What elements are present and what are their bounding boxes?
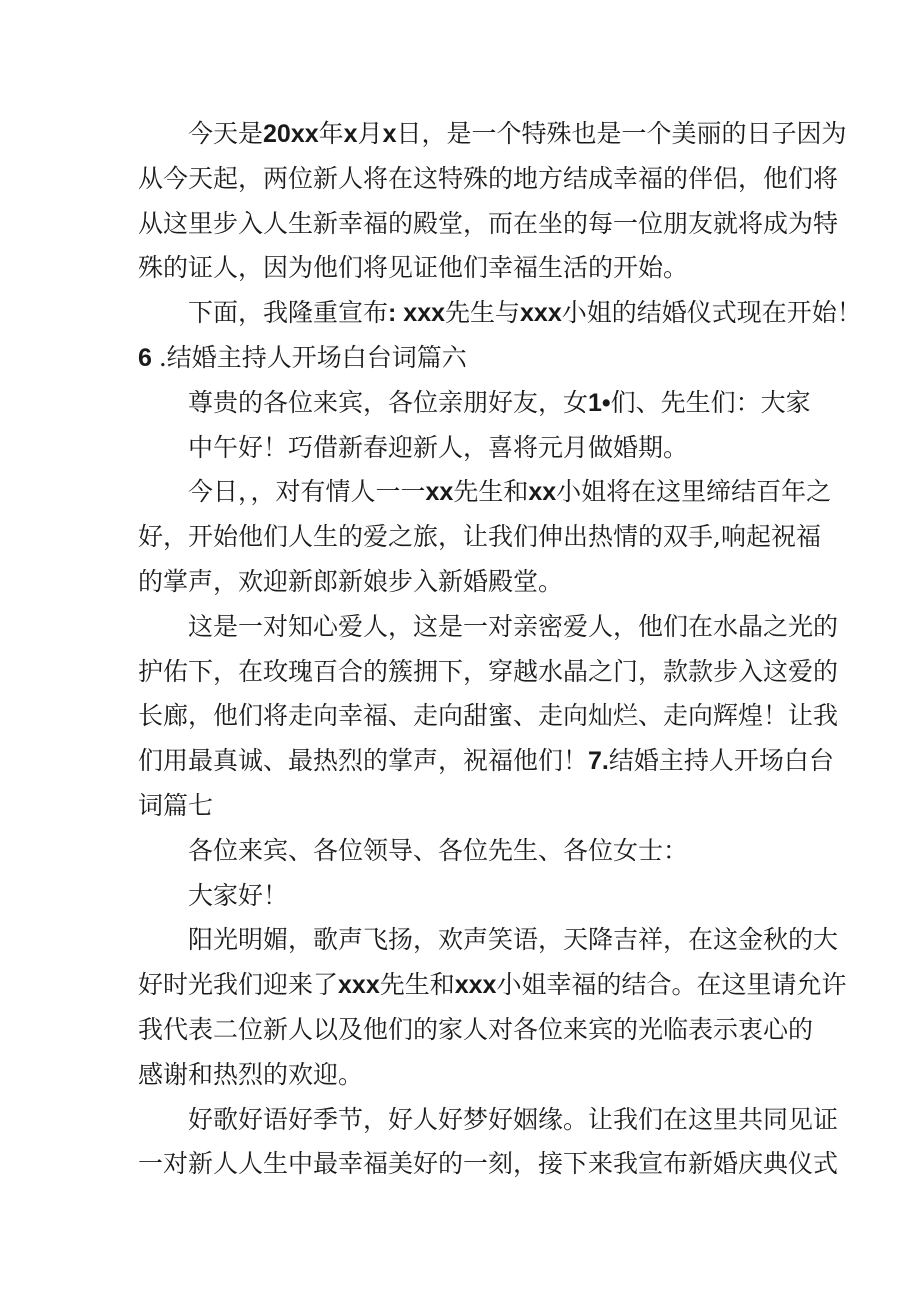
text-line xyxy=(138,560,788,605)
text-segment: 先生和 xyxy=(379,970,455,1000)
text-segment: 中午好！巧借新春迎新人，喜将元月做婚期。 xyxy=(188,432,689,462)
text-segment: 小姐幸福的结合。在这里请允许 xyxy=(496,970,847,1000)
text-segment: 阳光明媚，歌声飞扬，欢声笑语，天降吉祥，在这金秋的大 xyxy=(188,925,839,955)
text-segment: 殊的证人，因为他们将见证他们幸福生活的开始。 xyxy=(138,253,689,283)
text-line xyxy=(138,470,832,515)
text-segment: 词篇七 xyxy=(138,790,214,820)
text-segment: 年 xyxy=(318,119,344,148)
text-segment: 小姐的结婚仪式现在开始！ xyxy=(561,298,862,328)
text-segment: 各位来宾、各位领导、各位先生、各位女士： xyxy=(188,835,689,865)
text-line xyxy=(138,739,834,784)
text-line xyxy=(138,963,847,1008)
text-line xyxy=(138,605,839,650)
text-line xyxy=(138,874,788,919)
text-segment: x xyxy=(382,120,397,148)
text-segment: 好歌好语好季节，好人好梦好姻缘。让我们在这里共同见证 xyxy=(188,1104,839,1134)
text-segment: 今日，，对有情人一一 xyxy=(188,477,426,507)
text-segment: 下面，我隆重宣布 xyxy=(188,298,389,328)
text-segment: 7. xyxy=(588,747,609,776)
text-line xyxy=(138,1053,788,1098)
text-segment: : xxx xyxy=(388,299,445,328)
text-line xyxy=(138,650,839,695)
text-segment: 长廊，他们将走向幸福、走向甜蜜、走向灿烂、走向辉煌！让我 xyxy=(138,701,839,731)
text-line xyxy=(138,112,847,157)
text-segment: 好时光我们迎来了 xyxy=(138,970,339,1000)
text-segment: 的掌声，欢迎新郎新娘步入新婚殿堂。 xyxy=(138,566,564,596)
text-segment: 先生和 xyxy=(453,477,529,507)
text-segment: 今天是 xyxy=(188,119,264,148)
text-line xyxy=(138,694,839,739)
text-line xyxy=(138,515,821,560)
text-line xyxy=(138,336,788,381)
text-segment: 20xx xyxy=(263,120,319,148)
text-line xyxy=(138,829,788,874)
text-line xyxy=(138,157,839,202)
text-segment: 大家好！ xyxy=(188,880,289,910)
text-segment: xx xyxy=(528,478,557,507)
text-line xyxy=(138,1142,839,1187)
text-segment: 从这里步入人生新幸福的殿堂，而在坐的每一位朋友就将成为特 xyxy=(138,208,839,238)
text-segment: 护佑下，在玫瑰百合的簇拥下，穿越水晶之门，款款步入这爱的 xyxy=(138,656,839,686)
text-segment: 好，开始他们人生的爱之旅，让我们伸出热情的双手,响起祝福 xyxy=(138,522,821,552)
text-segment: 从今天起，两位新人将在这特殊的地方结成幸福的伴侣，他们将 xyxy=(138,163,839,193)
document-body xyxy=(138,112,862,1187)
text-line xyxy=(138,381,811,426)
text-segment: 们、先生们：大家 xyxy=(610,387,811,417)
text-line xyxy=(138,202,839,247)
text-segment: 月 xyxy=(357,119,383,148)
text-segment: 们用最真诚、最热烈的掌声，祝福他们！ xyxy=(138,746,589,776)
text-segment: 小姐将在这里缔结百年之 xyxy=(556,477,832,507)
text-segment: 这是一对知心爱人，这是一对亲密爱人，他们在水晶之光的 xyxy=(188,611,839,641)
text-line xyxy=(138,1098,839,1143)
text-segment: 一对新人人生中最幸福美好的一刻，接下来我宣布新婚庆典仪式 xyxy=(138,1149,839,1179)
text-line xyxy=(138,246,788,291)
text-segment: xx xyxy=(425,478,454,507)
text-line xyxy=(138,426,788,471)
text-segment: 我代表二位新人以及他们的家人对各位来宾的光临表示衷心的 xyxy=(138,1014,814,1044)
text-segment: xxx xyxy=(454,971,497,1000)
text-segment: xxx xyxy=(520,299,562,328)
text-line xyxy=(138,291,862,336)
text-line xyxy=(138,1008,814,1053)
text-segment: x xyxy=(343,120,358,148)
text-segment: 日，是一个特殊也是一个美丽的日子因为 xyxy=(396,119,847,148)
text-line xyxy=(138,918,839,963)
text-segment: 结婚主持人开场白台 xyxy=(608,746,834,776)
text-segment: xxx xyxy=(338,971,380,1000)
text-segment: 尊贵的各位来宾，各位亲朋好友，女 xyxy=(188,387,589,417)
text-segment: 6 xyxy=(138,343,159,372)
text-line xyxy=(138,784,788,829)
text-segment: 1• xyxy=(588,388,611,417)
text-segment: 感谢和热烈的欢迎。 xyxy=(138,1059,364,1089)
text-segment: 先生与 xyxy=(445,298,521,328)
text-segment: .结婚主持人开场白台词篇六 xyxy=(158,342,467,372)
